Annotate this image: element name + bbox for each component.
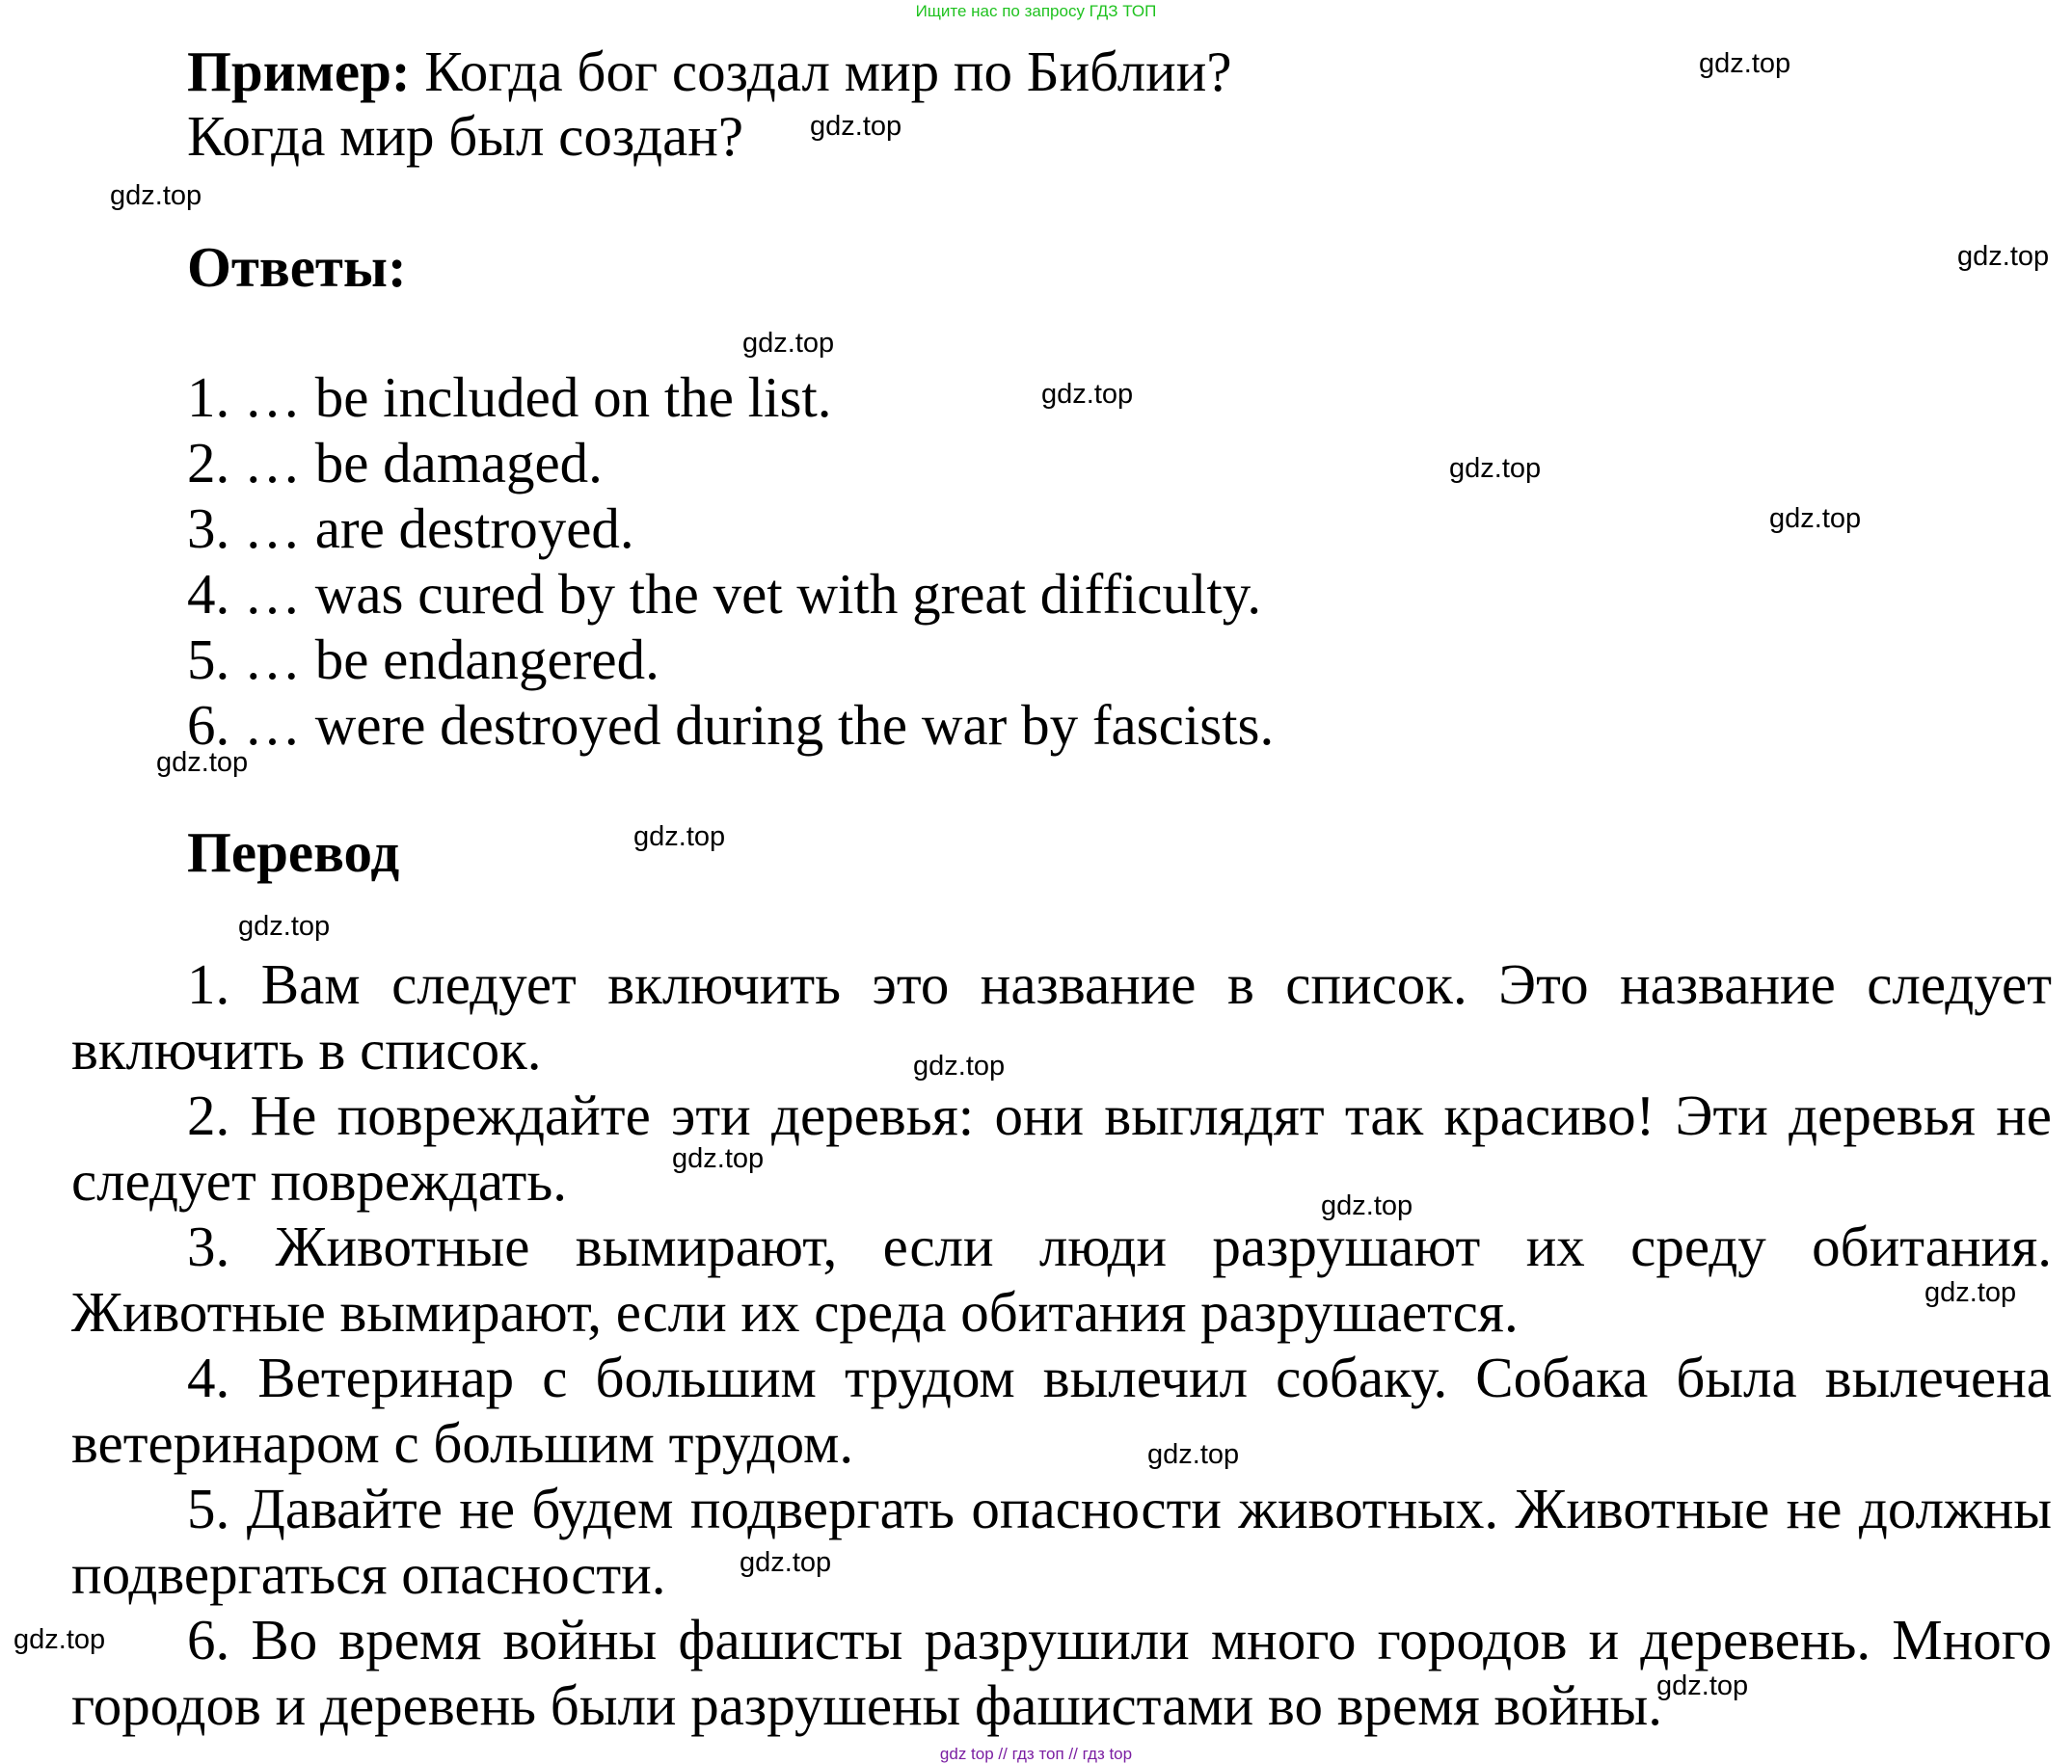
bottom-banner: gdz top // гдз топ // гдз top: [939, 1745, 1133, 1763]
answer-item-4: 4. … was cured by the vet with great difficulty.: [187, 562, 1262, 626]
example-line: [187, 39, 1232, 104]
answer-item-6: 6. … were destroyed during the war by fascists.: [187, 693, 1275, 757]
answer-item-3: 3. … are destroyed.: [187, 496, 634, 560]
watermark: gdz.top: [13, 1624, 106, 1655]
watermark: gdz.top: [238, 911, 331, 942]
watermark: gdz.top: [1147, 1439, 1240, 1470]
translation-paragraph-1: 1. Вам следует включить это название в список. Это название следует включить в список.: [71, 952, 2052, 1082]
watermark: gdz.top: [1924, 1277, 2017, 1308]
translation-paragraph-5: 5. Давайте не будем подвергать опасности животных. Животные не должны подвергаться опасности.: [71, 1477, 2052, 1606]
watermark: gdz.top: [156, 747, 249, 778]
watermark: gdz.top: [1321, 1190, 1413, 1221]
translation-paragraph-6: 6. Во время войны фашисты разрушили много городов и деревень. Много городов и деревень были разрушены фашистами во время войны.: [71, 1608, 2052, 1737]
answers-heading: Ответы:: [187, 235, 407, 299]
watermark: gdz.top: [1656, 1670, 1749, 1701]
watermark: gdz.top: [810, 111, 902, 142]
watermark: gdz.top: [913, 1051, 1006, 1082]
watermark: gdz.top: [633, 821, 726, 852]
watermark: gdz.top: [1957, 241, 2050, 272]
translation-paragraph-2: 2. Не повреждайте эти деревья: они выглядят так красиво! Эти деревья не следует повреждать.: [71, 1083, 2052, 1213]
watermark: gdz.top: [1699, 48, 1791, 79]
top-banner: Ищите нас по запросу ГДЗ ТОП: [915, 2, 1157, 20]
watermark: gdz.top: [740, 1547, 832, 1578]
answer-item-5: 5. … be endangered.: [187, 628, 659, 691]
translation-heading: Перевод: [187, 820, 400, 884]
translation-paragraph-3: 3. Животные вымирают, если люди разрушают их среду обитания. Животные вымирают, если их среда обитания разрушается.: [71, 1215, 2052, 1344]
watermark: gdz.top: [1769, 503, 1862, 534]
answer-item-1: 1. … be included on the list.: [187, 365, 832, 429]
watermark: gdz.top: [1041, 379, 1134, 410]
example-question: Когда бог создал мир по Библии?: [410, 40, 1232, 103]
watermark: gdz.top: [110, 180, 202, 211]
watermark: gdz.top: [1449, 453, 1542, 484]
watermark: gdz.top: [672, 1143, 765, 1174]
example-label: Пример:: [187, 40, 411, 103]
translation-paragraph-4: 4. Ветеринар с большим трудом вылечил собаку. Собака была вылечена ветеринаром с большим трудом.: [71, 1346, 2052, 1475]
watermark: gdz.top: [742, 328, 835, 359]
example-line-2: Когда мир был создан?: [187, 104, 744, 168]
answer-item-2: 2. … be damaged.: [187, 431, 603, 494]
